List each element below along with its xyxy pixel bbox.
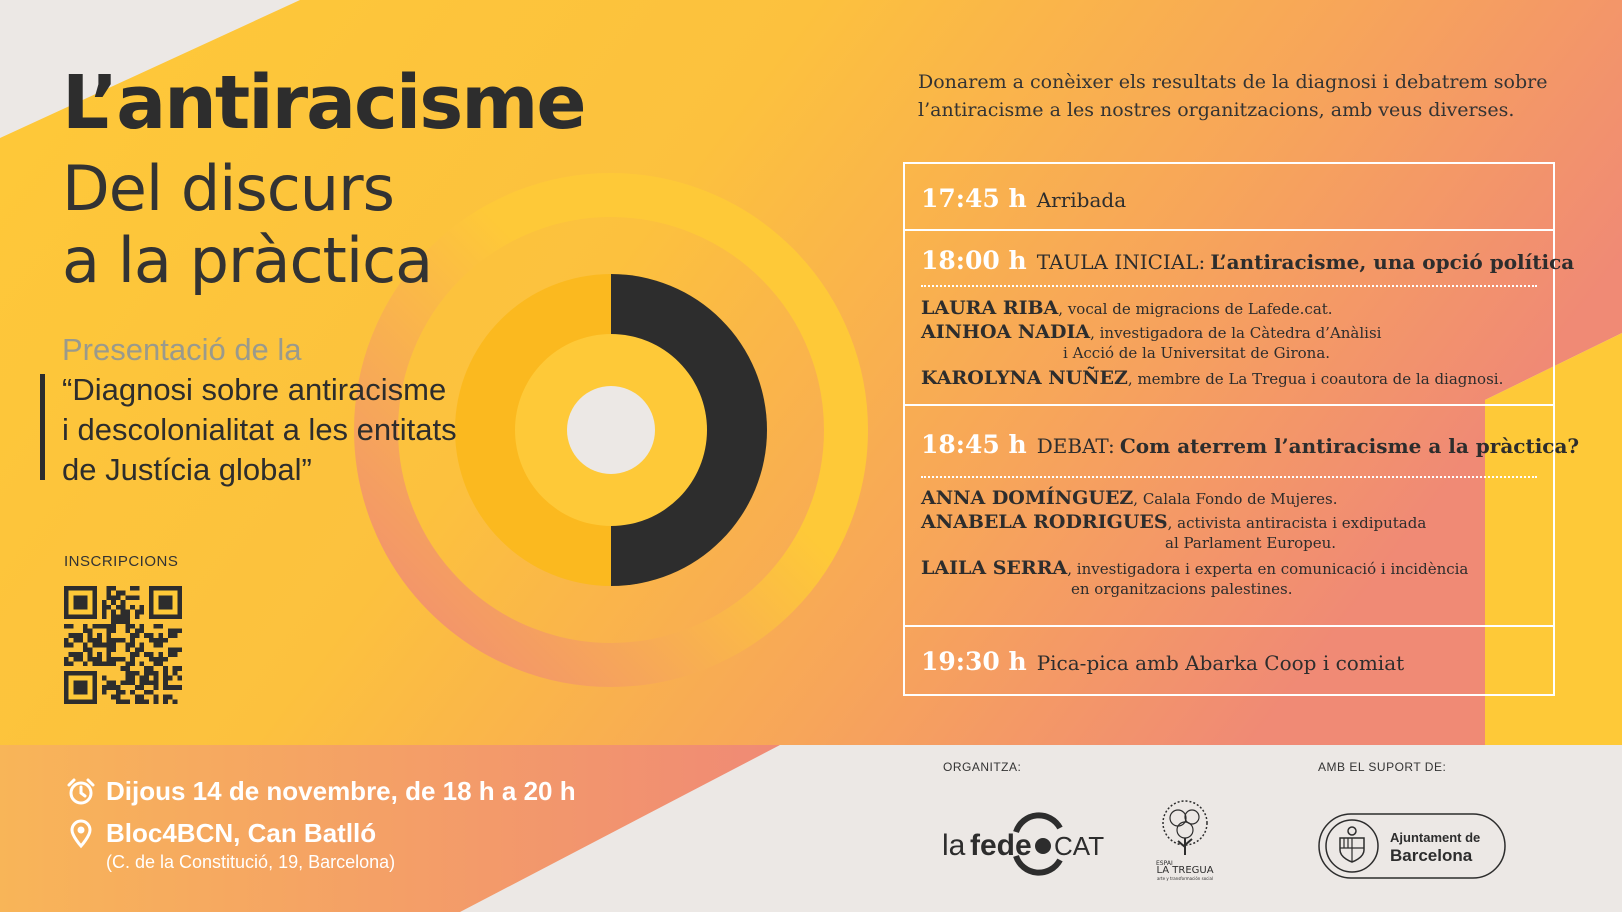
schedule-item [921,647,1404,676]
speaker-name: KAROLYNA NUÑEZ [921,367,1128,389]
la-tregua-logo[interactable] [1150,793,1220,883]
event-date [66,776,576,807]
location-pin-icon [66,819,96,849]
lafede-fede: fede [970,829,1032,862]
tregua-name: LA TREGUA [1156,865,1214,876]
schedule-time: 19:30 h [921,647,1027,676]
speaker-role-continued: al Parlament Europeu. [1165,534,1337,552]
speaker-role: , investigadora i experta en comunicació i incidència [1067,560,1469,578]
speaker-role: , investigadora de la Càtedra d’Anàlisi [1090,324,1382,342]
event-address: (C. de la Constitució, 19, Barcelona) [106,852,396,872]
ajuntament-barcelona-logo[interactable] [1318,812,1506,880]
speaker [921,322,1381,343]
speaker [921,298,1333,319]
event-title: L’antiracisme [62,60,585,146]
schedule-item [921,184,1126,213]
support-label: AMB EL SUPORT DE: [1318,760,1447,774]
ajuntament-line2: Barcelona [1390,846,1473,865]
speaker-role: , membre de La Tregua i coautora de la diagnosi. [1127,370,1504,388]
speaker-role: , activista antiracista i exdiputada [1167,514,1427,532]
schedule-item [921,430,1579,459]
speaker-name: ANABELA RODRIGUES [921,511,1168,533]
schedule-time: 18:00 h [921,246,1027,275]
diagnosis-line: “Diagnosi sobre antiracisme [62,372,447,407]
schedule-topic: Com aterrem l’antiracisme a la pràctica? [1119,434,1580,458]
speaker-role-continued: en organitzacions palestines. [1071,580,1293,598]
schedule-divider [905,229,1553,231]
quote-bar [40,374,45,480]
speaker [921,368,1503,389]
speaker [921,558,1468,579]
schedule-item [921,246,1574,275]
schedule-time: 17:45 h [921,184,1027,213]
event-date-text: Dijous 14 de novembre, de 18 h a 20 h [106,776,576,806]
event-venue [66,818,376,849]
schedule-label: TAULA INICIAL: [1036,250,1206,274]
organizer-label: ORGANITZA: [943,760,1022,774]
diagnosis-line: de Justícia global” [62,452,312,487]
intro-text [918,68,1547,124]
schedule-divider [905,625,1553,627]
event-venue-text: Bloc4BCN, Can Batlló [106,818,377,848]
event-subtitle-line2: a la pràctica [62,224,433,297]
speaker [921,512,1426,533]
schedule-divider [905,404,1553,406]
schedule-time: 18:45 h [921,430,1027,459]
speaker [921,488,1338,509]
dotted-divider [921,285,1537,287]
dotted-divider [921,476,1537,478]
lafede-la: la [942,829,966,862]
ajuntament-line1: Ajuntament de [1390,830,1481,845]
lafede-logo[interactable] [942,810,1107,878]
speaker-name: AINHOA NADIA [921,321,1091,343]
diagnosis-title [62,370,457,490]
schedule-topic: L’antiracisme, una opció política [1210,250,1575,274]
alarm-clock-icon [66,777,96,807]
speaker-name: ANNA DOMÍNGUEZ [921,487,1134,509]
schedule-label: Arribada [1036,188,1127,212]
intro-line: l’antiracisme a les nostres organitzacions, amb veus diverses. [918,99,1515,121]
diagnosis-line: i descolonialitat a les entitats [62,412,457,447]
registration-qr-code[interactable] [64,586,182,704]
event-subtitle-line1: Del discurs [62,152,394,225]
speaker-name: LAURA RIBA [921,297,1059,319]
lafede-cat: CAT [1054,831,1105,861]
speaker-role: , Calala Fondo de Mujeres. [1133,490,1338,508]
speaker-name: LAILA SERRA [921,557,1068,579]
speaker-role: , vocal de migracions de Lafede.cat. [1058,300,1333,318]
intro-line: Donarem a conèixer els resultats de la diagnosi i debatrem sobre [918,71,1548,93]
speaker-role-continued: i Acció de la Universitat de Girona. [1063,344,1331,362]
tregua-tagline: arte y transformación social [1156,876,1214,881]
schedule-label: Pica-pica amb Abarka Coop i comiat [1036,651,1405,675]
schedule-box [903,162,1580,696]
registration-label: INSCRIPCIONS [64,553,179,570]
schedule-label: DEBAT: [1036,434,1115,458]
presentation-intro: Presentació de la [62,332,302,367]
tregua-small: ESPAI [1156,860,1173,867]
